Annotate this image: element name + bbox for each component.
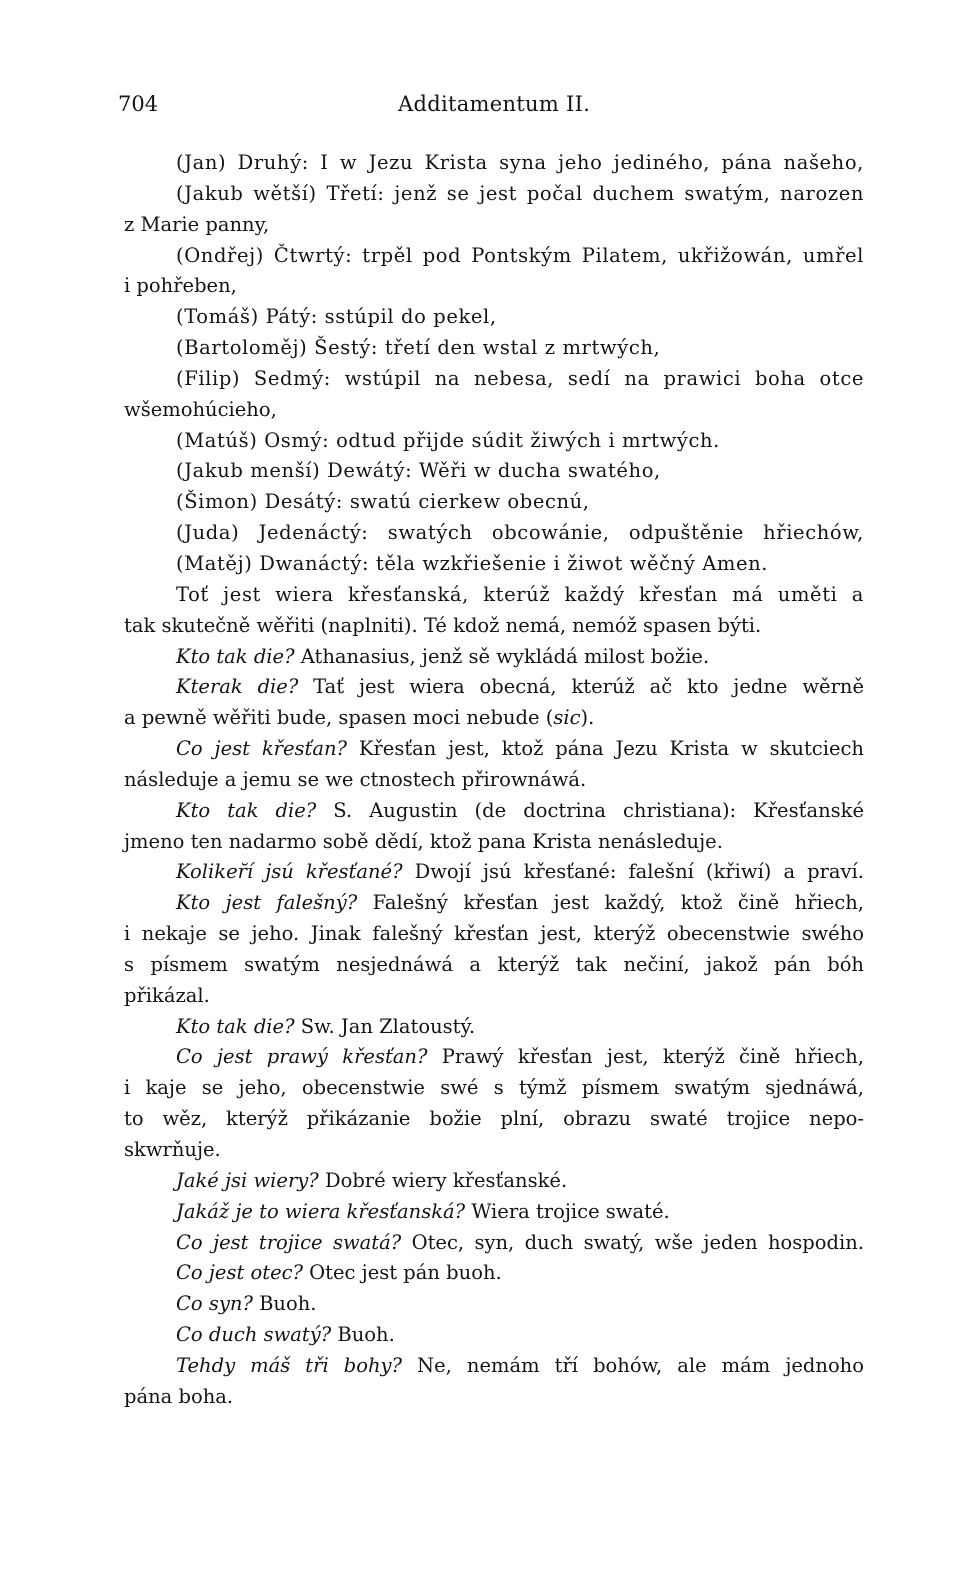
line-segment: z Marie panny, [124,212,270,236]
line-segment: S. Augustin (de doctrina christiana): Křesťanské [316,798,864,822]
line-segment: to wěz, kterýž přikázanie božie plní, obrazu swaté trojice nepo- [124,1107,864,1131]
text-line [124,1351,864,1382]
line-segment: Otec jest pán buoh. [302,1261,502,1285]
line-segment: následuje a jemu se we ctnostech přirownáwá. [124,767,587,791]
line-segment: skwrňuje. [124,1138,221,1161]
question-text: Tehdy máš tři bohy? [176,1353,402,1377]
text-line [124,1289,864,1320]
page-number: 704 [118,92,159,116]
line-segment: Ne, nemám tří bohów, ale mám jednoho [402,1353,864,1377]
line-segment: tak skutečně wěřiti (naplniti). Té kdož nemá, nemóž spasen býti. [124,613,762,637]
text-line [124,302,864,333]
text-line [124,1197,864,1228]
line-segment: Athanasius, jenž sě wykládá milost božie. [294,644,710,668]
question-text: Kto tak die? [176,644,295,668]
line-segment: a pewně wěřiti bude, spasen moci nebude ( [124,706,554,730]
text-line [124,580,864,611]
line-segment: Křesťan jest, ktož pána Jezu Krista w skutciech [347,737,864,761]
line-segment: Wiera trojice swaté. [465,1199,670,1223]
question-text: Koliker̆í jsú křesťané? [176,860,403,884]
line-segment: jmeno ten nadarmo sobě dědí, ktož pana Krista nenásleduje. [124,829,723,853]
line-segment: Falešný křesťan jest každý, ktož čině hřiech, [357,891,864,915]
line-segment: (Jakub wětší) Třetí: jenž se jest počal duchem swatým, narozen [176,181,864,205]
text-line [124,888,864,919]
text-line [124,241,864,272]
text-line [124,1320,864,1351]
text-line [124,1073,864,1104]
text-line [124,333,864,364]
text-line [124,1042,864,1073]
running-head: Additamentum II. [398,92,591,116]
text-line [124,611,864,642]
text-line [124,518,864,549]
text-line [124,271,864,302]
text-line [124,549,864,580]
text-line [124,1012,864,1043]
text-line [124,487,864,518]
line-segment: (Juda) Jedenáctý: swatých obcowánie, odpuštěnie hřiechów, [176,521,864,545]
line-segment: i kaje se jeho, obecenstwie swé s týmž písmem swatým sjednáwá, [124,1076,864,1100]
line-segment: (Tomáš) Pátý: sstúpil do pekel, [176,305,497,329]
text-line [124,148,864,179]
line-segment: (Jan) Druhý: I w Jezu Krista syna jeho jediného, pána našeho, [176,151,864,174]
page-header [118,92,858,126]
text-line [124,179,864,210]
line-segment: s písmem swatým nesjednáwá a kterýž tak nečiní, jakož pán bóh [124,952,864,976]
line-segment: (Matěj) Dwanáctý: těla wzkřiešenie i žiwot wěčný Amen. [176,551,769,575]
question-text: Jakáž je to wiera křesťanská? [176,1199,466,1223]
line-segment: Toť jest wiera křesťanská, kterúž každý křesťan má uměti a [176,582,864,606]
line-segment: (Ondřej) Čtwrtý: trpěl pod Pontským Pilatem, ukřižowán, umřel [176,243,864,267]
text-line [124,1135,864,1166]
text-line [124,981,864,1012]
line-segment: Prawý křesťan jest, kterýž čině hřiech, [427,1045,864,1069]
question-text: sic [553,706,581,730]
text-line [124,364,864,395]
line-segment: (Bartoloměj) Šestý: třetí den wstal z mrtwých, [176,336,661,360]
question-text: Kto tak die? [176,1014,295,1038]
text-line [124,642,864,673]
text-line [124,672,864,703]
line-segment: i pohřeben, [124,274,237,298]
question-text: Kto jest falešný? [176,891,358,915]
text-line [124,734,864,765]
question-text: Co jest trojice swatá? [176,1230,402,1254]
line-segment: přikázal. [124,983,210,1007]
text-line [124,919,864,950]
text-line [124,703,864,734]
line-segment: Sw. Jan Zlatoustý. [294,1014,476,1038]
line-segment: (Jakub menší) Dewátý: Wěři w ducha swatého, [176,459,661,483]
question-text: Co syn? [176,1292,253,1316]
text-line [124,1166,864,1197]
line-segment: (Šimon) Desátý: swatú cierkew obecnú, [176,490,590,514]
line-segment: Buoh. [331,1323,395,1347]
question-text: Co duch swatý? [176,1323,332,1347]
text-line [124,857,864,888]
text-line [124,765,864,796]
line-segment: wšemohúcieho, [124,397,277,421]
question-text: Kto tak die? [176,798,317,822]
question-text: Co jest prawý křesťan? [176,1045,428,1069]
question-text: Co jest otec? [176,1261,303,1285]
text-line [124,1228,864,1259]
text-line [124,395,864,426]
text-line [124,796,864,827]
text-line [124,1104,864,1135]
line-segment: ). [580,706,595,730]
text-line [124,827,864,858]
question-text: Kterak die? [176,675,299,699]
line-segment: i nekaje se jeho. Jinak falešný křesťan jest, kterýž obecenstwie swého [124,922,864,946]
line-segment: Otec, syn, duch swatý, wše jeden hospodin. [401,1230,864,1254]
text-line [124,1258,864,1289]
line-segment: Dwojí jsú křesťané: falešní (křiwí) a praví. [402,860,864,884]
text-line [124,210,864,241]
page-body-text [124,148,864,1413]
line-segment: pána boha. [124,1384,234,1408]
line-segment: Buoh. [252,1292,317,1316]
text-line [124,456,864,487]
line-segment: Dobré wiery křesťanské. [318,1168,568,1192]
text-line [124,950,864,981]
line-segment: Tať jest wiera obecná, kterúž ač kto jedne wěrně [298,675,864,699]
line-segment: (Filip) Sedmý: wstúpil na nebesa, sedí na prawici boha otce [176,366,864,390]
line-segment: (Matúš) Osmý: odtud přijde súdit žiwých i mrtwých. [176,428,720,452]
text-line [124,426,864,457]
question-text: Co jest křesťan? [176,737,348,761]
text-line [124,1382,864,1413]
question-text: Jaké jsi wiery? [176,1168,319,1192]
